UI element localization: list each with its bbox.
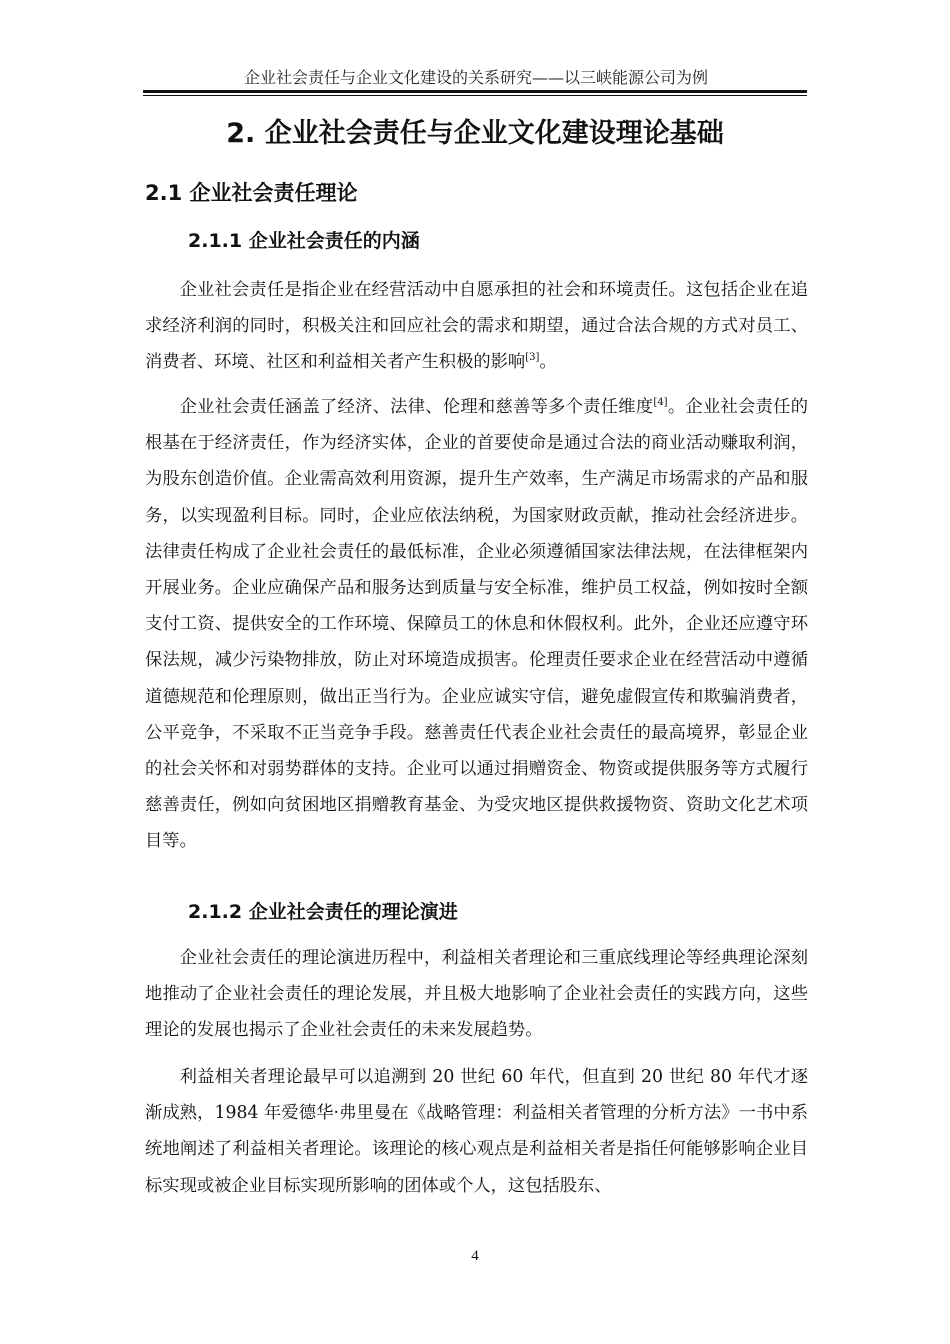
paragraph-text: 企业社会责任涵盖了经济、法律、伦理和慈善等多个责任维度 [179,397,654,417]
section-heading-2-1: 2.1 企业社会责任理论 [145,181,358,205]
chapter-title: 2. 企业社会责任与企业文化建设理论基础 [226,118,724,149]
citation-ref-4: [4] [653,397,668,408]
paragraph-text-end: 。 [539,352,557,373]
paragraph-text: 企业社会责任是指企业在经营活动中自愿承担的社会和环境责任。这包括企业在追求经济利润的同时，积极关注和回应社会的需求和期望，通过合法合规的方式对员工、消费者、环境、社区和利益相关者产生积极的影响 [145,280,808,373]
paragraph-text-rest: 。企业社会责任的根基在于经济责任，作为经济实体，企业的首要使命是通过合法的商业活动赚取利润，为股东创造价值。企业需高效利用资源，提升生产效率，生产满足市场需求的产品和服务，以实现盈利目标。同时，企业应依法纳税，为国家财政贡献，推动社会经济进步。法律责任构成了企业社会责任的最低标准，企业必须遵循国家法律法规，在法律框架内开展业务。企业应确保产品和服务达到质量与安全标准，维护员工权益，例如按时全额支付工资、提供安全的工作环境、保障员工的休息和休假权利。此外，企业还应遵守环保法规，减少污染物排放，防止对环境造成损害。伦理责任要求企业在经营活动中遵循道德规范和伦理原则，做出正当行为。企业应诚实守信，避免虚假宣传和欺骗消费者，公平竞争，不采取不正当竞争手段。慈善责任代表企业社会责任的最高境界，彰显企业的社会关怀和对弱势群体的支持。企业可以通过捐赠资金、物资或提供服务等方式履行慈善责任，例如向贫困地区捐赠教育基金、为受灾地区提供救援物资、资助文化艺术项目等。 [145,397,808,852]
paragraph-theory-evolution: 企业社会责任的理论演进历程中，利益相关者理论和三重底线理论等经典理论深刻地推动了企业社会责任的理论发展，并且极大地影响了企业社会责任的实践方向，这些理论的发展也揭示了企业社会责任的未来发展趋势。 [145,948,808,1041]
running-header: 企业社会责任与企业文化建设的关系研究——以三峡能源公司为例 [243,68,708,87]
paragraph-csr-dimensions [145,389,808,860]
paragraph-stakeholder-theory: 利益相关者理论最早可以追溯到 20 世纪 60 年代，但直到 20 世纪 80 年代才逐渐成熟，1984 年爱德华·弗里曼在《战略管理：利益相关者管理的分析方法》一书中系统地阐述了利益相关者理论。该理论的核心观点是利益相关者是指任何能够影响企业目标实现或被企业目标实现所影响的团体或个人，这包括股东、 [145,1067,808,1196]
citation-ref-3: [3] [525,352,540,364]
header-rule-thin [143,95,807,96]
page-number: 4 [471,1248,479,1264]
header-rule-thick [143,90,807,93]
section-heading-2-1-2: 2.1.2 企业社会责任的理论演进 [188,901,458,923]
paragraph-csr-definition [145,272,808,381]
section-heading-2-1-1: 2.1.1 企业社会责任的内涵 [188,230,420,252]
